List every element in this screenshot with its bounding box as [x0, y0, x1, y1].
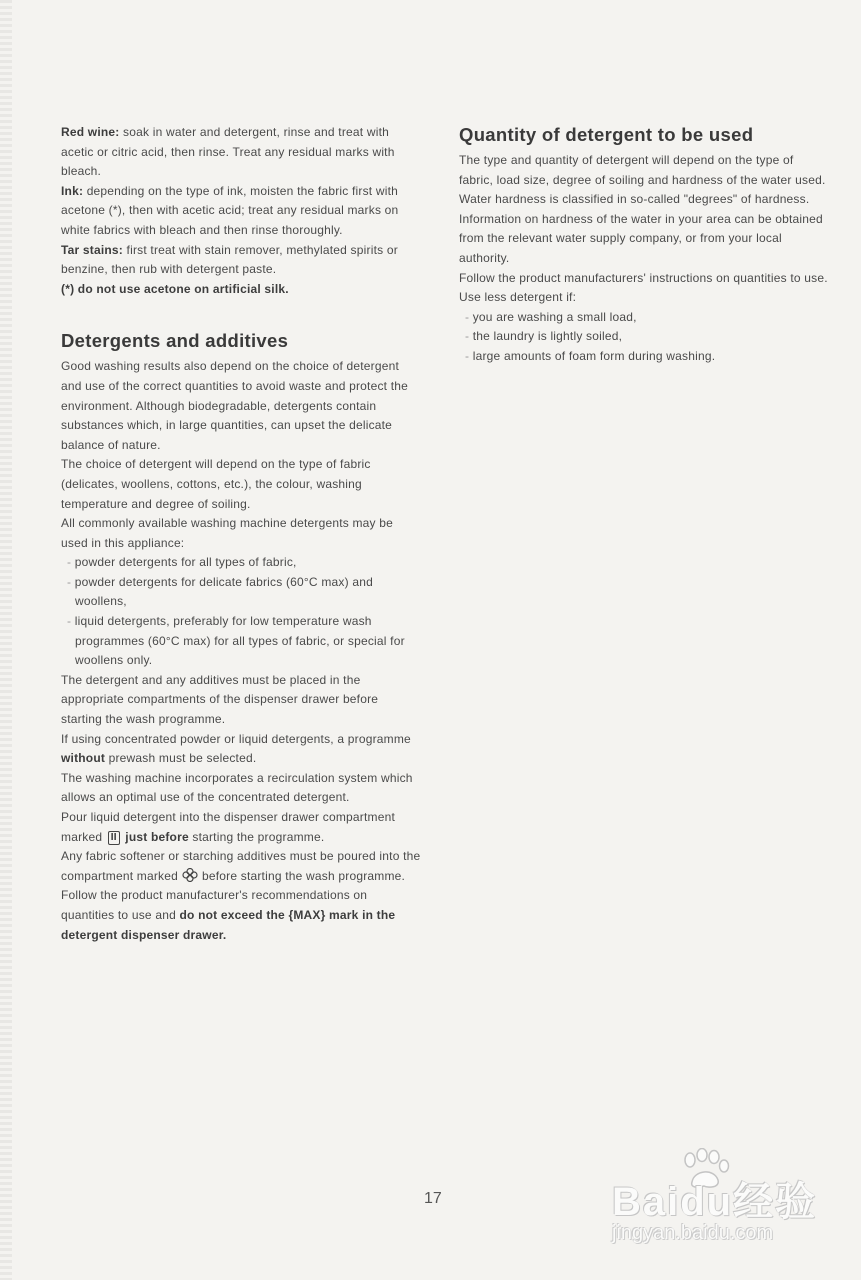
para-8-text-a: Any fabric softener or starching additives must be poured into the compartment marked — [61, 849, 421, 883]
para-5-without: without — [61, 751, 106, 766]
ink-label: Ink: — [61, 183, 84, 198]
para-7-just-before: just before — [125, 829, 189, 844]
max-mark-label: MAX — [293, 907, 321, 922]
watermark-brand: Baidu经验 — [612, 1180, 818, 1224]
detergents-para-8 — [61, 847, 421, 886]
detergents-para-4: The detergent and any additives must be placed in the appropriate compartments of the dispenser drawer before starting the wash programme. — [61, 672, 379, 727]
para-7-text-a: Pour liquid detergent into the dispenser drawer compartment marked — [61, 810, 395, 844]
detergents-para-5 — [61, 730, 421, 769]
quantity-bullet: - large amounts of foam form during washing. — [459, 347, 829, 367]
quantity-para-4: Use less detergent if: — [459, 290, 577, 305]
detergents-heading: Detergents and additives — [61, 330, 289, 352]
red-wine-paragraph — [61, 123, 421, 182]
softener-flower-icon — [182, 868, 198, 882]
page-edge — [0, 0, 12, 1280]
red-wine-label: Red wine: — [61, 125, 120, 139]
watermark-url: jingyan.baidu.com — [612, 1222, 774, 1244]
detergents-para-6: The washing machine incorporates a recirculation system which allows an optimal use of the concentrated detergent. — [61, 770, 413, 805]
detergents-para-3: All commonly available washing machine detergents may be used in this appliance: — [61, 516, 394, 550]
para-9-do-not-exceed: do not exceed the — [179, 907, 285, 922]
para-8-text-b: before starting the wash programme. — [201, 868, 406, 883]
tar-stains-text: first treat with stain remover, methylated spirits or benzine, then rub with detergent paste. — [61, 242, 398, 277]
quantity-heading: Quantity of detergent to be used — [459, 124, 754, 145]
quantity-para-2: Water hardness is classified in so-called "degrees" of hardness. Information on hardness of the water in your area can be obtained from the relevant water supply company, or from your local authority. — [459, 192, 823, 265]
para-5-text-b: prewash must be selected. — [108, 751, 257, 766]
compartment-ii-icon: II — [108, 831, 120, 845]
quantity-para-1: The type and quantity of detergent will depend on the type of fabric, load size, degree of soiling and hardness of the water used. — [459, 153, 826, 187]
red-wine-text: soak in water and detergent, rinse and treat with acetic or citric acid, then rinse. Treat any residual marks with bleach. — [61, 125, 395, 179]
detergent-bullet: - liquid detergents, preferably for low temperature wash programmes (60°C max) for all types of fabric, or special for woollens only. — [61, 612, 421, 671]
acetone-note: (*) do not use acetone on artificial silk. — [61, 281, 289, 296]
right-column — [459, 123, 829, 367]
quantity-bullet: - you are washing a small load, — [459, 308, 829, 328]
baidu-watermark — [606, 1148, 846, 1258]
detergent-bullet: - powder detergents for all types of fabric, — [61, 553, 421, 573]
ink-text: depending on the type of ink, moisten the fabric first with acetone (*), then with acetic acid; treat any residual marks on white fabrics with bleach and then rinse thoroughly. — [61, 183, 399, 237]
detergents-para-9 — [61, 886, 421, 945]
quantity-bullet: - the laundry is lightly soiled, — [459, 327, 829, 347]
detergent-bullet: - powder detergents for delicate fabrics (60°C max) and woollens, — [61, 573, 421, 612]
tar-stains-paragraph — [61, 241, 421, 280]
para-5-text-a: If using concentrated powder or liquid detergents, a programme — [61, 731, 411, 746]
ink-paragraph — [61, 182, 421, 241]
detergents-para-7 — [61, 808, 421, 847]
max-mark-icon: {MAX} — [288, 907, 326, 922]
detergents-para-2: The choice of detergent will depend on the type of fabric (delicates, woollens, cottons, etc.), the colour, washing temperature and degree of soiling. — [61, 457, 371, 511]
para-9-text-a: Follow the product manufacturer's recommendations on quantities to use and — [61, 888, 368, 922]
tar-stains-label: Tar stains: — [61, 242, 123, 257]
page-number: 17 — [424, 1190, 442, 1207]
para-7-text-b: starting the programme. — [192, 829, 325, 844]
detergents-para-1: Good washing results also depend on the choice of detergent and use of the correct quantities to avoid waste and protect the environment. Although biodegradable, detergents contain substances which, in large quantities, can upset the delicate balance of nature. — [61, 359, 409, 452]
para-9-mark-text: mark in the detergent dispenser drawer. — [61, 907, 396, 942]
quantity-para-3: Follow the product manufacturers' instructions on quantities to use. — [459, 270, 828, 285]
left-column — [61, 123, 421, 945]
